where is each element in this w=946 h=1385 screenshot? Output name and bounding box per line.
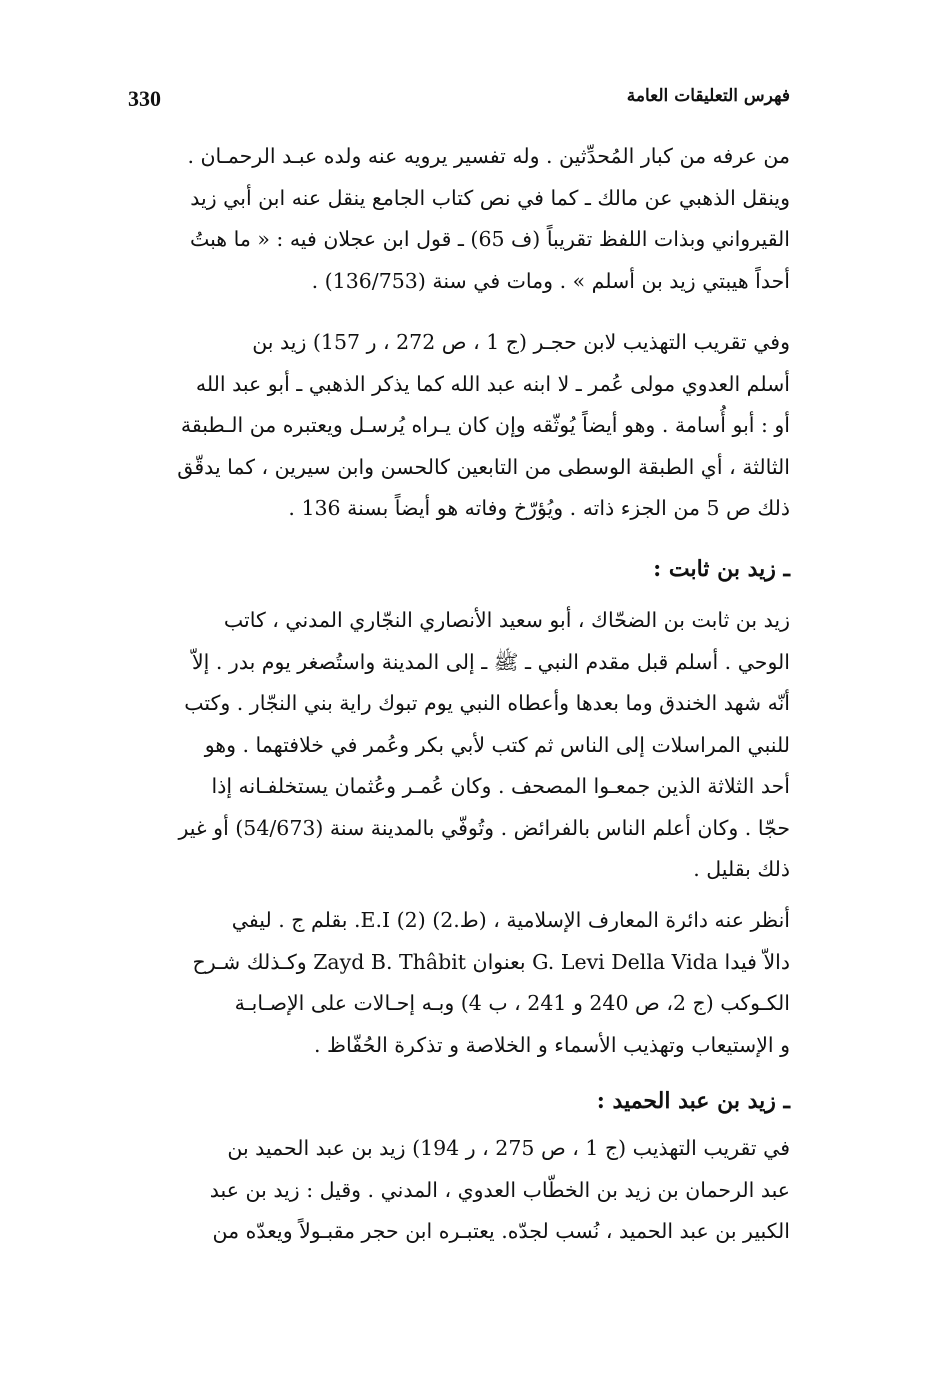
text-line: وينقل الذهبي عن مالك ـ كما في نص كتاب الجامع ينقل عنه ابن أبي زيد: [190, 185, 790, 210]
text-line: الثالثة ، أي الطبقة الوسطى من التابعين كالحسن وابن سيرين ، كما يدقّق: [177, 454, 790, 479]
entry-heading-zayd-ibn-thabit: ـ زيد بن ثابت :: [653, 556, 790, 582]
text-line: و الإستيعاب وتهذيب الأسماء و الخلاصة و تذكرة الحُفّاظ .: [313, 1032, 790, 1057]
text-line: أنّه شهد الخندق وما بعدها وأعطاه النبي يوم تبوك راية بني النجّار . وكتب: [184, 691, 790, 715]
running-head: فهرس التعليقات العامة: [626, 86, 790, 106]
paragraph-zayd-ibn-abd-al-hamid-biography: [128, 1128, 790, 1253]
text-line: في تقريب التهذيب (ج 1 ، ص 275 ، ر 194) زيد بن عبد الحميد بن: [227, 1136, 790, 1160]
page-header: [128, 82, 790, 118]
text-line: الوحي . أسلم قبل مقدم النبي ـ ﷺ ـ إلى المدينة واستُصغر يوم بدر . إلاّ: [191, 649, 790, 674]
text-line: أسلم العدوي مولى عُمر ـ لا ابنه عبد الله كما يذكر الذهبي ـ أبو عبد الله: [195, 371, 790, 396]
text-line: أنظر عنه دائرة المعارف الإسلامية ، (ط.2) (2) E.I. بقلم ج . ليفي: [231, 908, 790, 932]
text-line: الكبير بن عبد الحميد ، نُسب لجدّه. يعتبـره ابن حجر مقبـولاً ويعدّه من: [212, 1219, 790, 1243]
paragraph-taqrib-zayd-ibn-aslam: [128, 322, 790, 530]
text-line: من عرفه من كبار المُحدِّثين . وله تفسير يرويه عنه ولده عبـد الرحمـان .: [187, 144, 790, 168]
text-line: ذلك بقليل .: [693, 857, 790, 881]
text-line: الكـوكب (ج 2، ص 240 و 241 ، ب 4) وبـه إحـالات على الإصـابـة: [234, 991, 790, 1015]
page-number: 330: [128, 86, 161, 111]
text-line: دالاّ فيدا G. Levi Della Vida بعنوان Zayd B. Thâbit وكـذلك شـرح: [192, 949, 790, 974]
text-line: حجّا . وكان أعلم الناس بالفرائض . وتُوفّي بالمدينة سنة (54/673) أو غير: [178, 815, 790, 840]
text-line: أو : أبو أُسامة . وهو أيضاً يُوثّقه وإن كان يـراه يُرسـل ويعتبره من الـطبقة: [180, 413, 790, 437]
text-line: ذلك ص 5 من الجزء ذاته . ويُؤرّخ وفاته هو أيضاً بسنة 136 .: [288, 496, 790, 520]
text-line: زيد بن ثابت بن الضحّاك ، أبو سعيد الأنصاري النجّاري المدني ، كاتب: [223, 608, 790, 632]
paragraph-zayd-ibn-thabit-biography: [128, 600, 790, 891]
text-line: القيرواني وبذات اللفظ تقريباً (ف 65) ـ قول ابن عجلان فيه : « ما هبتُ: [189, 227, 790, 251]
text-line: أحداً هيبتي زيد بن أسلم » . ومات في سنة (136/753) .: [311, 268, 790, 293]
text-line: للنبي المراسلات إلى الناس ثم كتب لأبي بكر وعُمر في خلافتهما . وهو: [204, 732, 790, 757]
text-line: أحد الثلاثة الذين جمعـوا المصحف . وكان عُمـر وعُثمان يستخلفـانه إذا: [211, 774, 790, 798]
paragraph-zayd-ibn-aslam-biography: [128, 136, 790, 302]
text-line: وفي تقريب التهذيب لابن حجـر (ج 1 ، ص 272 ، ر 157) زيد بن: [252, 330, 790, 354]
entry-heading-zayd-ibn-abd-al-hamid: ـ زيد بن عبد الحميد :: [596, 1088, 790, 1114]
text-line: عبد الرحمان بن زيد بن الخطّاب العدوي ، المدني . وقيل : زيد بن عبد: [209, 1177, 790, 1202]
paragraph-references-zayd-ibn-thabit: [128, 900, 790, 1066]
